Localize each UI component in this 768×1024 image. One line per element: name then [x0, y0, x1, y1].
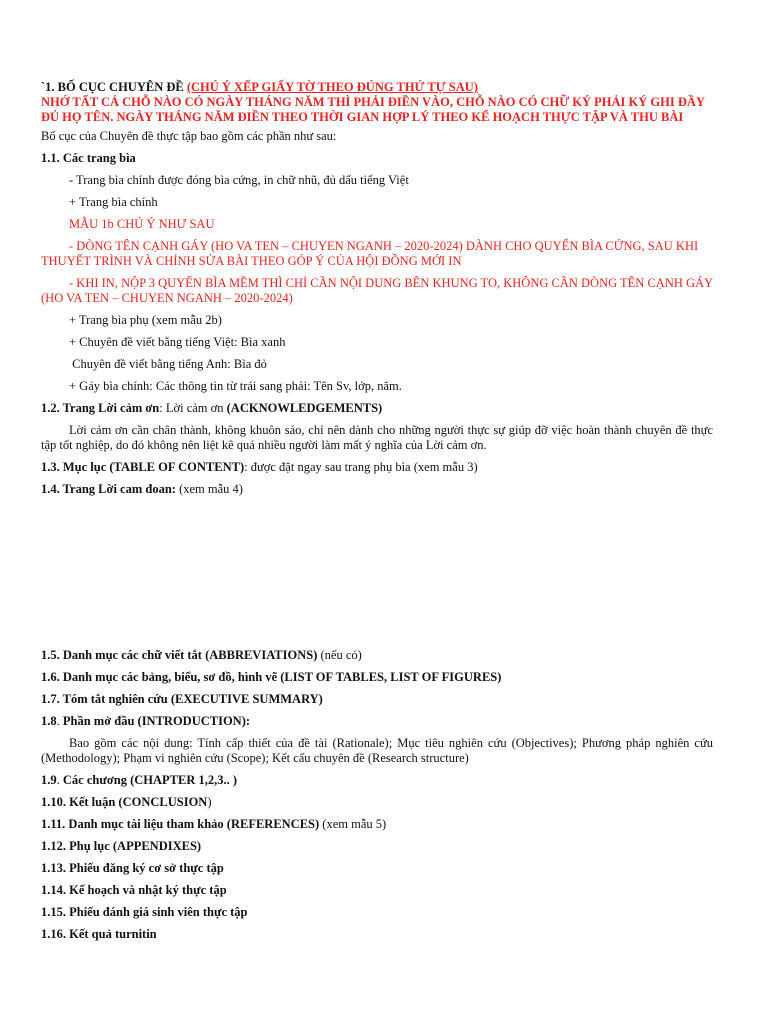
s1-14-title: 1.14. Kế hoạch và nhật ký thực tập: [41, 883, 227, 897]
heading-red-note: (CHÚ Ý XẾP GIẤY TỜ THEO ĐÚNG THỨ TỰ SAU): [186, 80, 478, 94]
s1-9-title: [41, 773, 713, 788]
s1-9-title-dot: .: [56, 773, 63, 787]
s1-3-title-normal: : được đặt ngay sau trang phụ bìa (xem mẫu 3): [244, 460, 478, 474]
s1-5-title: [41, 648, 713, 663]
heading-warning: NHỚ TẤT CẢ CHỖ NÀO CÓ NGÀY THÁNG NĂM THÌ PHẢI ĐIỀN VÀO, CHỖ NÀO CÓ CHỮ KÝ PHẢI KÝ GHI ĐẦY ĐỦ HỌ TÊN. NGÀY THÁNG NĂM ĐIỀN THEO THỜI GIAN HỢP LÝ THEO KẾ HOẠCH THỰC TẬP VÀ THU BÀI: [41, 95, 705, 124]
s1-13-title: 1.13. Phiếu đăng ký cơ sở thực tập: [41, 861, 224, 875]
s1-3-title: [41, 460, 713, 475]
s1-1-line3: MẪU 1b CHÚ Ý NHƯ SAU: [69, 217, 215, 231]
s1-12-title: 1.12. Phụ lục (APPENDIXES): [41, 839, 202, 853]
s1-4-title-normal: (xem mẫu 4): [175, 482, 243, 496]
s1-9-title-text: Các chương (CHAPTER 1,2,3.. ): [62, 773, 238, 787]
intro-text: Bố cục của Chuyên đề thực tập bao gồm các phần như sau:: [41, 129, 337, 143]
s1-5-title-normal: (nếu có): [317, 648, 362, 662]
s1-4-title: [41, 482, 713, 497]
s1-7-title: 1.7. Tóm tắt nghiên cứu (EXECUTIVE SUMMARY): [41, 692, 323, 706]
s1-2-title-normal: : Lời cảm ơn: [159, 401, 227, 415]
s1-10-title: [41, 795, 713, 810]
s1-1-line2: + Trang bìa chính: [69, 195, 158, 209]
s1-8-title-num: 1.8: [41, 714, 57, 728]
s1-1-line4: - DÒNG TÊN CẠNH GÁY (HO VA TEN – CHUYEN NGANH – 2020-2024) DÀNH CHO QUYỂN BÌA CỨNG, SAU KHI THUYẾT TRÌNH VÀ CHỈNH SỬA BÀI THEO GÓP Ý CỦA HỘI ĐỒNG MỚI IN: [41, 239, 699, 268]
s1-10-title-normal: ): [207, 795, 212, 809]
s1-11-title-bold: 1.11. Danh mục tài liệu tham khảo (REFERENCES): [41, 817, 320, 831]
s1-1-title: 1.1. Các trang bìa: [41, 151, 136, 165]
s1-4-title-bold: 1.4. Trang Lời cam đoan:: [41, 482, 176, 496]
s1-6-title: 1.6. Danh mục các bảng, biểu, sơ đồ, hình vẽ (LIST OF TABLES, LIST OF FIGURES): [41, 670, 502, 684]
s1-8-title: [41, 714, 713, 729]
s1-1-line9: + Gáy bìa chính: Các thông tin từ trái sang phải: Tên Sv, lớp, năm.: [69, 379, 402, 393]
section-1-heading: [41, 80, 713, 95]
s1-1-line1: - Trang bìa chính được đóng bìa cứng, in chữ nhũ, đủ dấu tiếng Việt: [69, 173, 409, 187]
heading-prefix: `1. BỐ CỤC CHUYÊN ĐỀ: [41, 80, 187, 94]
s1-2-body: Lời cảm ơn cần chân thành, không khuôn sáo, chỉ nên dành cho những người thực sự giúp đỡ việc hoàn thành chuyên đề thực tập tốt nghiệp, do đó không nên liệt kê quá nhiều người làm mất ý nghĩa của Lời cảm ơn.: [41, 423, 713, 452]
s1-15-title: 1.15. Phiếu đánh giá sinh viên thực tập: [41, 905, 248, 919]
s1-10-title-bold: 1.10. Kết luận (CONCLUSION: [41, 795, 208, 809]
s1-5-title-bold: 1.5. Danh mục các chữ viết tắt (ABBREVIATIONS): [41, 648, 318, 662]
s1-9-title-num: 1.9: [41, 773, 57, 787]
s1-1-line8: Chuyên đề viết bằng tiếng Anh: Bìa đỏ: [69, 357, 267, 371]
s1-11-title-normal: (xem mẫu 5): [319, 817, 387, 831]
s1-2-title: [41, 401, 713, 416]
s1-1-line6: + Trang bìa phụ (xem mẫu 2b): [69, 313, 222, 327]
s1-1-line5: - KHI IN, NỘP 3 QUYỂN BÌA MỀM THÌ CHỈ CẦN NỘI DUNG BÊN KHUNG TO, KHÔNG CẦN DÒNG TÊN CẠNH GÁY (HO VA TEN – CHUYEN NGANH – 2020-2024): [41, 276, 713, 305]
s1-2-title-bold: 1.2. Trang Lời cảm ơn: [41, 401, 160, 415]
s1-8-body: Bao gồm các nội dung: Tính cấp thiết của đề tài (Rationale); Mục tiêu nghiên cứu (Objectives); Phương pháp nghiên cứu (Methodology); Phạm vi nghiên cứu (Scope); Kết cấu chuyên đề (Research structure): [41, 736, 713, 765]
document-page: [41, 80, 713, 942]
s1-11-title: [41, 817, 713, 832]
s1-3-title-bold: 1.3. Mục lục (TABLE OF CONTENT): [41, 460, 245, 474]
s1-16-title: 1.16. Kết quả turnitin: [41, 927, 157, 941]
s1-8-title-dot: .: [56, 714, 63, 728]
s1-2-title-bold2: (ACKNOWLEDGEMENTS): [226, 401, 383, 415]
s1-8-title-text: Phần mở đầu (INTRODUCTION):: [62, 714, 251, 728]
page-break-space: [41, 497, 713, 648]
s1-1-line7: + Chuyên đề viết bằng tiếng Việt: Bìa xanh: [69, 335, 286, 349]
